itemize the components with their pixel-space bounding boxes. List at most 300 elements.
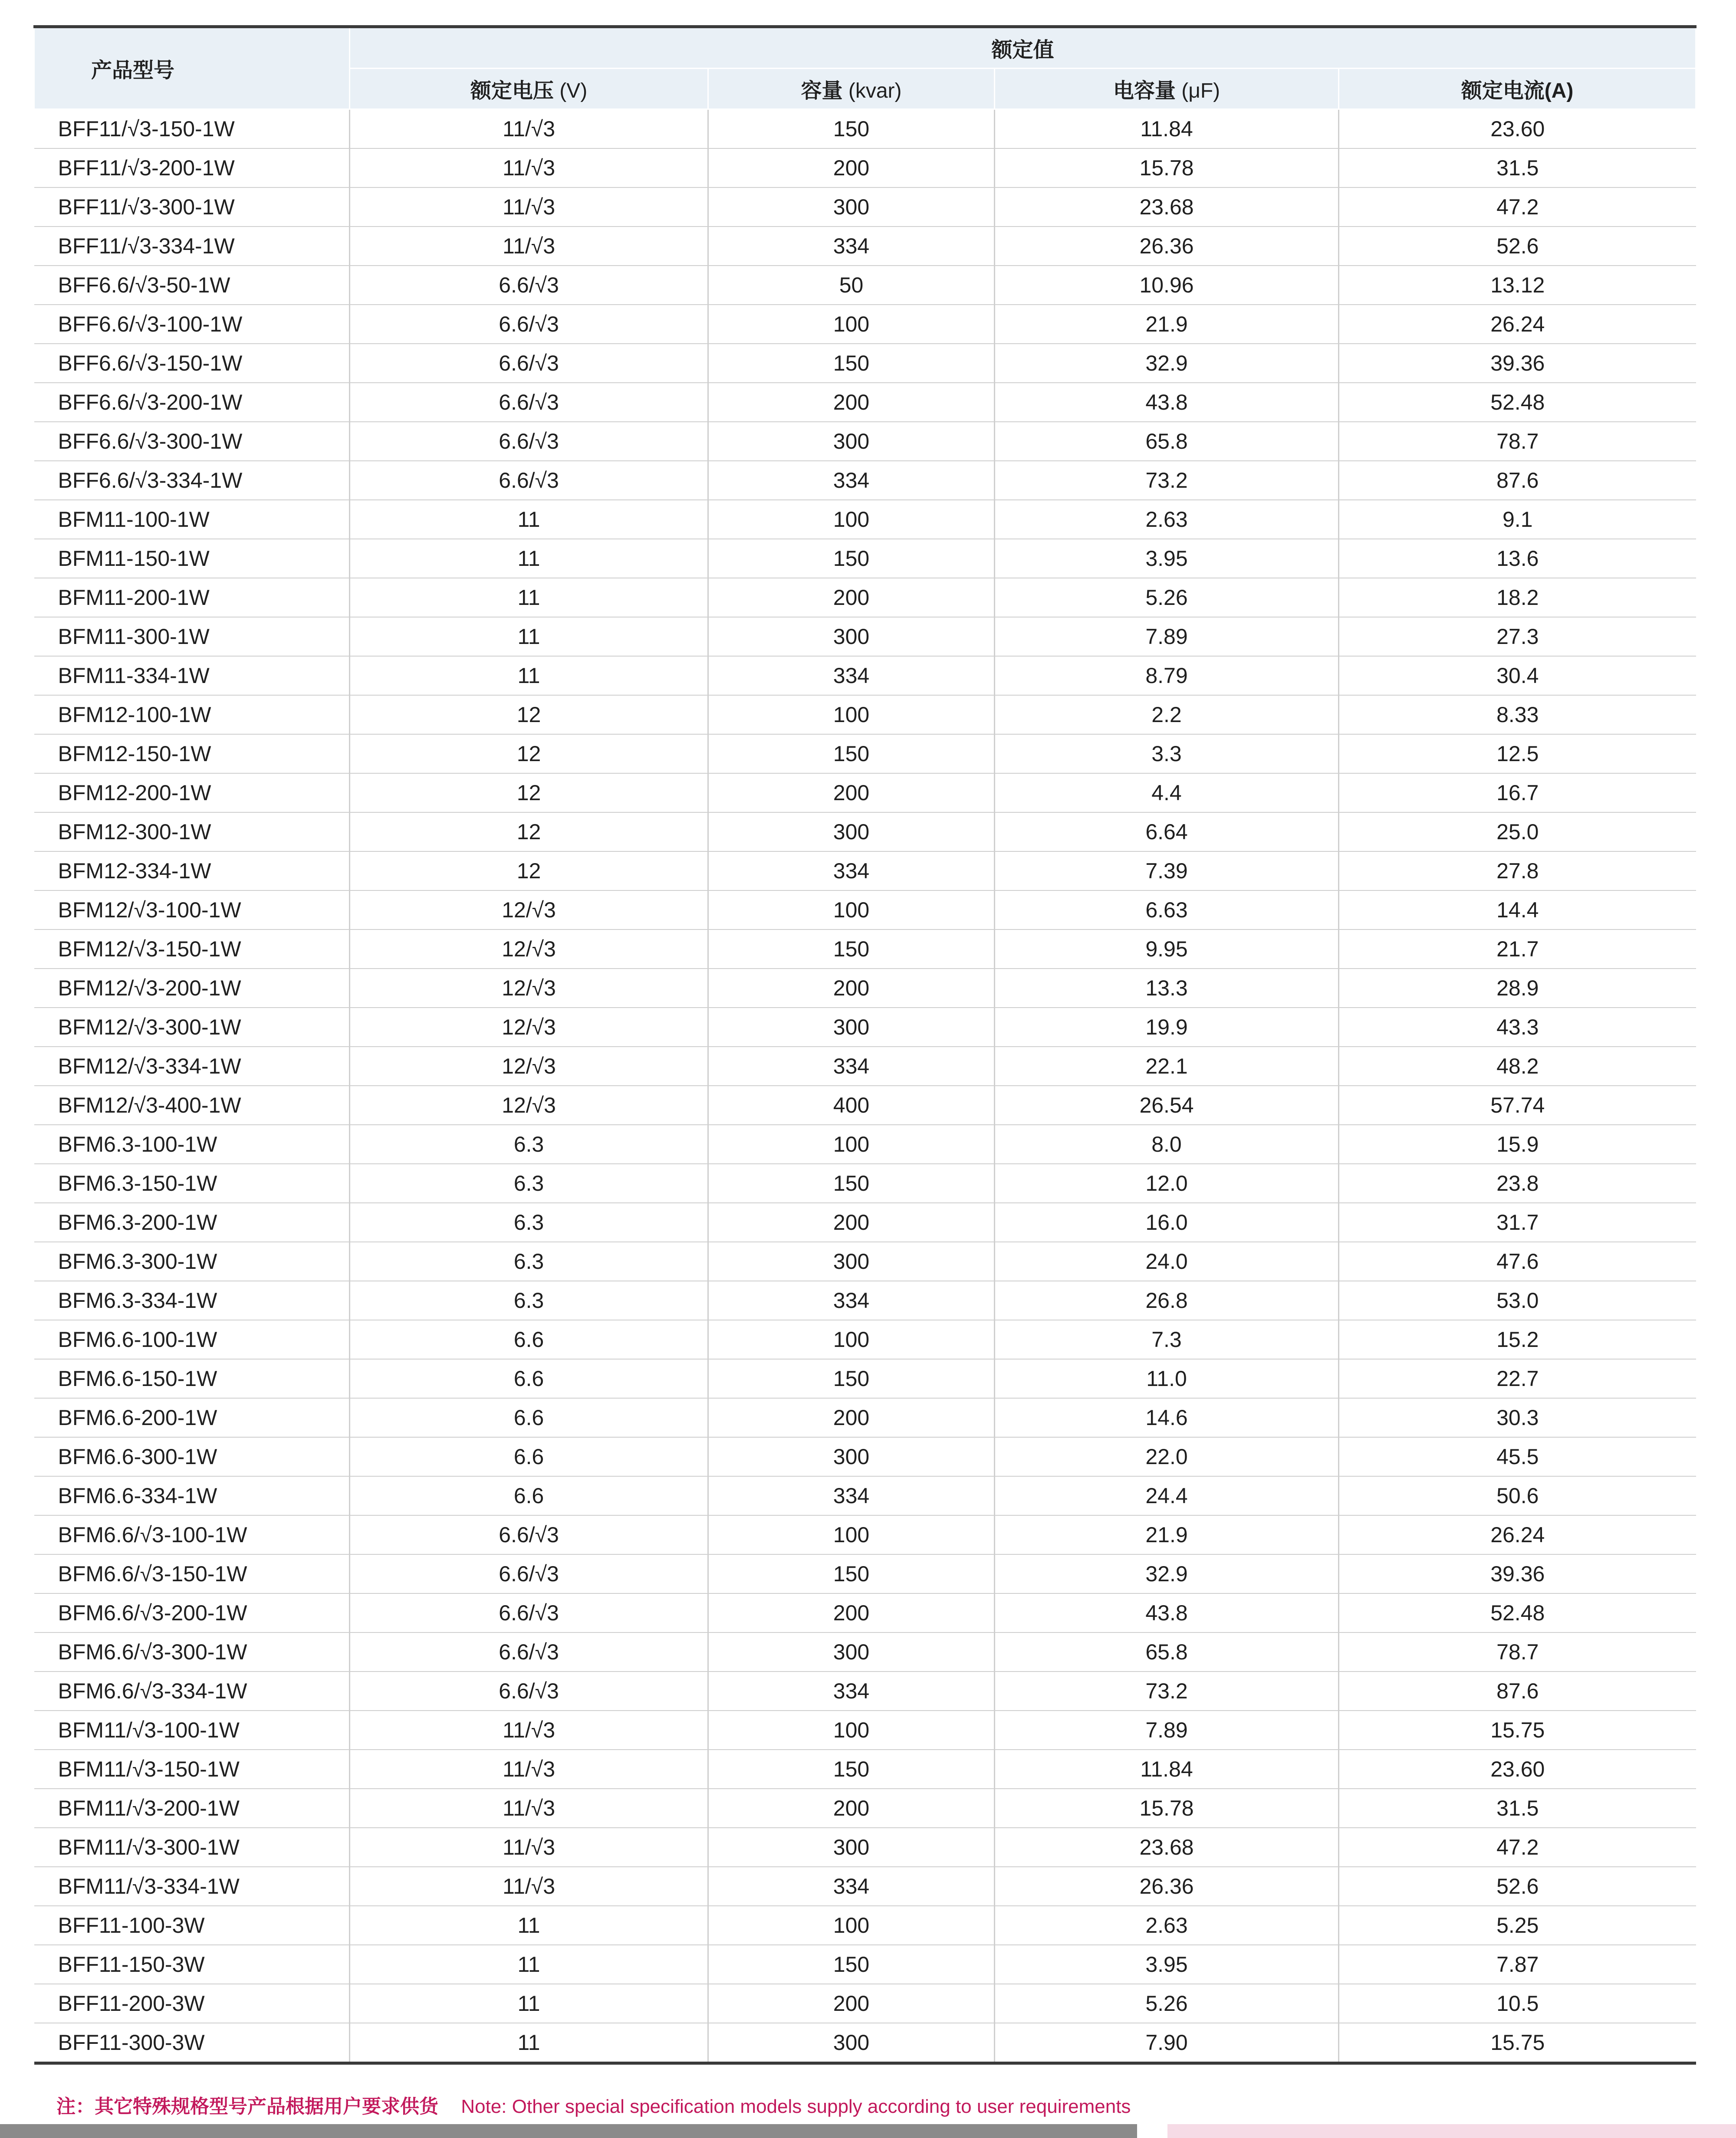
current-cell: 43.3: [1339, 1008, 1696, 1047]
table-row: [34, 578, 1696, 617]
table-row: [34, 1906, 1696, 1945]
capacity-cell: 300: [708, 1632, 995, 1672]
model-cell: BFM11-150-1W: [34, 539, 350, 578]
capacitance-cell: 23.68: [995, 187, 1339, 227]
capacity-cell: 300: [708, 2023, 995, 2063]
current-cell: 28.9: [1339, 969, 1696, 1008]
current-cell: 22.7: [1339, 1359, 1696, 1398]
capacity-cell: 300: [708, 1242, 995, 1281]
capacity-cell: 200: [708, 1789, 995, 1828]
capacity-cell: 200: [708, 969, 995, 1008]
table-row: [34, 1828, 1696, 1867]
current-cell: 31.7: [1339, 1203, 1696, 1242]
table-row: [34, 1632, 1696, 1672]
capacitance-cell: 7.89: [995, 1711, 1339, 1750]
current-cell: 57.74: [1339, 1086, 1696, 1125]
current-cell: 39.36: [1339, 344, 1696, 383]
table-row: [34, 1750, 1696, 1789]
voltage-cell: 11: [350, 617, 708, 656]
model-cell: BFM6.3-100-1W: [34, 1125, 350, 1164]
capacity-cell: 200: [708, 148, 995, 187]
capacity-cell: 300: [708, 617, 995, 656]
table-row: [34, 734, 1696, 773]
voltage-cell: 11: [350, 656, 708, 695]
capacitance-cell: 2.63: [995, 1906, 1339, 1945]
model-cell: BFM6.6/√3-200-1W: [34, 1593, 350, 1632]
capacitance-cell: 11.84: [995, 109, 1339, 149]
capacity-cell: 400: [708, 1086, 995, 1125]
table-row: [34, 1593, 1696, 1632]
table-row: [34, 969, 1696, 1008]
capacitance-cell: 6.64: [995, 812, 1339, 851]
model-cell: BFF11/√3-200-1W: [34, 148, 350, 187]
voltage-cell: 6.6/√3: [350, 1593, 708, 1632]
capacitance-cell: 13.3: [995, 969, 1339, 1008]
voltage-cell: 12/√3: [350, 890, 708, 929]
current-cell: 14.4: [1339, 890, 1696, 929]
model-cell: BFM6.3-200-1W: [34, 1203, 350, 1242]
voltage-cell: 12: [350, 812, 708, 851]
table-row: [34, 1711, 1696, 1750]
capacitance-cell: 19.9: [995, 1008, 1339, 1047]
table-row: [34, 227, 1696, 266]
table-row: [34, 1359, 1696, 1398]
capacity-cell: 300: [708, 422, 995, 461]
current-cell: 47.2: [1339, 1828, 1696, 1867]
capacitance-cell: 24.4: [995, 1476, 1339, 1515]
capacitance-cell: 43.8: [995, 383, 1339, 422]
model-cell: BFF6.6/√3-100-1W: [34, 305, 350, 344]
capacity-cell: 50: [708, 266, 995, 305]
current-cell: 27.3: [1339, 617, 1696, 656]
table-row: [34, 1320, 1696, 1359]
current-cell: 87.6: [1339, 461, 1696, 500]
capacitance-cell: 7.3: [995, 1320, 1339, 1359]
model-cell: BFF11/√3-300-1W: [34, 187, 350, 227]
voltage-cell: 12: [350, 851, 708, 890]
capacitance-cell: 2.2: [995, 695, 1339, 734]
model-cell: BFM11/√3-150-1W: [34, 1750, 350, 1789]
model-cell: BFM11/√3-200-1W: [34, 1789, 350, 1828]
current-cell: 21.7: [1339, 929, 1696, 969]
table-row: [34, 1125, 1696, 1164]
footnote-english: Note: Other special specification models supply according to user requirements: [461, 2096, 1131, 2117]
current-cell: 52.6: [1339, 227, 1696, 266]
model-cell: BFM6.6/√3-150-1W: [34, 1554, 350, 1593]
table-row: [34, 851, 1696, 890]
capacitance-cell: 65.8: [995, 1632, 1339, 1672]
capacitance-cell: 15.78: [995, 1789, 1339, 1828]
current-cell: 26.24: [1339, 1515, 1696, 1554]
current-cell: 7.87: [1339, 1945, 1696, 1984]
model-cell: BFM11/√3-334-1W: [34, 1867, 350, 1906]
capacitance-cell: 26.8: [995, 1281, 1339, 1320]
capacity-cell: 300: [708, 1828, 995, 1867]
table-row: [34, 1164, 1696, 1203]
table-row: [34, 929, 1696, 969]
footnote-chinese: 注：其它特殊规格型号产品根据用户要求供货: [56, 2096, 438, 2117]
capacitance-cell: 21.9: [995, 305, 1339, 344]
table-row: [34, 1554, 1696, 1593]
voltage-cell: 6.6/√3: [350, 1672, 708, 1711]
model-cell: BFM6.6-200-1W: [34, 1398, 350, 1437]
model-cell: BFF11-300-3W: [34, 2023, 350, 2063]
current-cell: 5.25: [1339, 1906, 1696, 1945]
capacitance-column-header: [995, 69, 1339, 109]
capacity-cell: 200: [708, 1203, 995, 1242]
capacitance-cell: 7.39: [995, 851, 1339, 890]
voltage-cell: 11/√3: [350, 109, 708, 149]
table-row: [34, 656, 1696, 695]
model-cell: BFM12-300-1W: [34, 812, 350, 851]
voltage-cell: 11: [350, 578, 708, 617]
voltage-cell: 11/√3: [350, 1750, 708, 1789]
capacitance-cell: 24.0: [995, 1242, 1339, 1281]
table-row: [34, 109, 1696, 149]
current-cell: 27.8: [1339, 851, 1696, 890]
current-cell: 52.6: [1339, 1867, 1696, 1906]
current-cell: 26.24: [1339, 305, 1696, 344]
table-row: [34, 1047, 1696, 1086]
model-cell: BFM11/√3-100-1W: [34, 1711, 350, 1750]
capacitance-cell: 7.90: [995, 2023, 1339, 2063]
voltage-cell: 6.6/√3: [350, 266, 708, 305]
capacity-cell: 100: [708, 1906, 995, 1945]
model-cell: BFM11-100-1W: [34, 500, 350, 539]
capacity-cell: 100: [708, 1125, 995, 1164]
model-cell: BFM6.6-100-1W: [34, 1320, 350, 1359]
model-cell: BFF11-200-3W: [34, 1984, 350, 2023]
model-cell: BFF6.6/√3-50-1W: [34, 266, 350, 305]
table-row: [34, 1984, 1696, 2023]
current-cell: 13.6: [1339, 539, 1696, 578]
voltage-cell: 11/√3: [350, 227, 708, 266]
capacity-cell: 150: [708, 734, 995, 773]
model-cell: BFF11/√3-334-1W: [34, 227, 350, 266]
model-cell: BFM6.6/√3-100-1W: [34, 1515, 350, 1554]
model-cell: BFM12-200-1W: [34, 773, 350, 812]
voltage-column-header: [350, 69, 708, 109]
rated-values-group-header: 额定值: [350, 27, 1696, 69]
voltage-cell: 6.6/√3: [350, 1515, 708, 1554]
capacity-cell: 334: [708, 1476, 995, 1515]
current-cell: 15.75: [1339, 2023, 1696, 2063]
model-column-header: 产品型号: [34, 27, 350, 109]
table-row: [34, 1008, 1696, 1047]
capacitance-cell: 3.95: [995, 539, 1339, 578]
table-row: [34, 890, 1696, 929]
voltage-cell: 6.6: [350, 1476, 708, 1515]
model-cell: BFM12-100-1W: [34, 695, 350, 734]
capacity-cell: 300: [708, 812, 995, 851]
current-cell: 31.5: [1339, 1789, 1696, 1828]
current-cell: 53.0: [1339, 1281, 1696, 1320]
current-cell: 48.2: [1339, 1047, 1696, 1086]
table-row: [34, 2023, 1696, 2063]
model-cell: BFF6.6/√3-200-1W: [34, 383, 350, 422]
table-row: [34, 1281, 1696, 1320]
model-cell: BFM12/√3-400-1W: [34, 1086, 350, 1125]
model-cell: BFM6.6-334-1W: [34, 1476, 350, 1515]
current-cell: 39.36: [1339, 1554, 1696, 1593]
voltage-cell: 6.6: [350, 1398, 708, 1437]
model-cell: BFF6.6/√3-150-1W: [34, 344, 350, 383]
table-row: [34, 1945, 1696, 1984]
capacity-header-unit: (kvar): [848, 79, 902, 102]
capacitance-cell: 5.26: [995, 1984, 1339, 2023]
voltage-cell: 12: [350, 734, 708, 773]
current-cell: 18.2: [1339, 578, 1696, 617]
table-row: [34, 1672, 1696, 1711]
voltage-cell: 11: [350, 1945, 708, 1984]
model-cell: BFM6.6/√3-334-1W: [34, 1672, 350, 1711]
capacity-cell: 150: [708, 344, 995, 383]
model-cell: BFM11-300-1W: [34, 617, 350, 656]
table-row: [34, 187, 1696, 227]
current-cell: 52.48: [1339, 383, 1696, 422]
capacitance-cell: 73.2: [995, 1672, 1339, 1711]
model-cell: BFM12/√3-200-1W: [34, 969, 350, 1008]
current-cell: 15.2: [1339, 1320, 1696, 1359]
table-row: [34, 812, 1696, 851]
current-cell: 23.60: [1339, 1750, 1696, 1789]
table-row: [34, 1398, 1696, 1437]
model-cell: BFF11-100-3W: [34, 1906, 350, 1945]
table-row: [34, 1476, 1696, 1515]
capacitance-cell: 26.54: [995, 1086, 1339, 1125]
table-header: [34, 27, 1696, 109]
voltage-cell: 11/√3: [350, 1789, 708, 1828]
current-cell: 31.5: [1339, 148, 1696, 187]
capacitance-cell: 9.95: [995, 929, 1339, 969]
capacitance-cell: 14.6: [995, 1398, 1339, 1437]
capacity-cell: 150: [708, 539, 995, 578]
capacitance-cell: 23.68: [995, 1828, 1339, 1867]
voltage-cell: 6.6: [350, 1359, 708, 1398]
voltage-cell: 6.6/√3: [350, 344, 708, 383]
capacitance-cell: 2.63: [995, 500, 1339, 539]
capacity-cell: 150: [708, 1554, 995, 1593]
current-cell: 15.9: [1339, 1125, 1696, 1164]
model-cell: BFF11-150-3W: [34, 1945, 350, 1984]
model-cell: BFM12-334-1W: [34, 851, 350, 890]
capacitance-cell: 21.9: [995, 1515, 1339, 1554]
current-cell: 10.5: [1339, 1984, 1696, 2023]
capacitance-cell: 15.78: [995, 148, 1339, 187]
capacity-cell: 100: [708, 1711, 995, 1750]
footer-bar-gray: [0, 2124, 1137, 2138]
current-cell: 50.6: [1339, 1476, 1696, 1515]
table-row: [34, 1203, 1696, 1242]
current-cell: 45.5: [1339, 1437, 1696, 1476]
model-cell: BFM11-334-1W: [34, 656, 350, 695]
capacity-cell: 334: [708, 227, 995, 266]
table-row: [34, 1867, 1696, 1906]
voltage-cell: 11: [350, 1906, 708, 1945]
capacitance-cell: 8.0: [995, 1125, 1339, 1164]
capacity-cell: 334: [708, 1281, 995, 1320]
voltage-header-label: 额定电压: [470, 79, 554, 102]
voltage-cell: 12/√3: [350, 969, 708, 1008]
voltage-cell: 6.6/√3: [350, 1632, 708, 1672]
capacitance-cell: 3.95: [995, 1945, 1339, 1984]
model-cell: BFM6.6-150-1W: [34, 1359, 350, 1398]
model-cell: BFM6.3-150-1W: [34, 1164, 350, 1203]
capacitance-cell: 32.9: [995, 1554, 1339, 1593]
capacitance-cell: 8.79: [995, 656, 1339, 695]
current-cell: 25.0: [1339, 812, 1696, 851]
capacitance-cell: 43.8: [995, 1593, 1339, 1632]
model-cell: BFM11-200-1W: [34, 578, 350, 617]
current-cell: 12.5: [1339, 734, 1696, 773]
capacity-cell: 200: [708, 1984, 995, 2023]
table-row: [34, 500, 1696, 539]
voltage-cell: 6.3: [350, 1281, 708, 1320]
capacity-cell: 300: [708, 187, 995, 227]
table-row: [34, 1789, 1696, 1828]
capacity-cell: 334: [708, 1672, 995, 1711]
table-row: [34, 461, 1696, 500]
table-row: [34, 422, 1696, 461]
capacity-cell: 334: [708, 656, 995, 695]
table-row: [34, 148, 1696, 187]
capacitance-cell: 32.9: [995, 344, 1339, 383]
model-cell: BFM12/√3-334-1W: [34, 1047, 350, 1086]
capacity-cell: 150: [708, 109, 995, 149]
capacity-header-label: 容量: [801, 79, 843, 102]
voltage-cell: 6.3: [350, 1164, 708, 1203]
voltage-cell: 12: [350, 695, 708, 734]
voltage-cell: 11/√3: [350, 148, 708, 187]
capacity-cell: 150: [708, 929, 995, 969]
voltage-cell: 6.6/√3: [350, 1554, 708, 1593]
capacity-cell: 100: [708, 890, 995, 929]
voltage-cell: 6.6/√3: [350, 461, 708, 500]
current-cell: 78.7: [1339, 1632, 1696, 1672]
table-row: [34, 344, 1696, 383]
model-cell: BFM6.3-300-1W: [34, 1242, 350, 1281]
current-cell: 87.6: [1339, 1672, 1696, 1711]
capacity-cell: 334: [708, 461, 995, 500]
capacity-cell: 200: [708, 773, 995, 812]
capacity-cell: 334: [708, 851, 995, 890]
table-row: [34, 539, 1696, 578]
capacity-cell: 100: [708, 305, 995, 344]
capacity-cell: 100: [708, 695, 995, 734]
current-cell: 16.7: [1339, 773, 1696, 812]
footer-bar-pink: [1167, 2124, 1736, 2138]
capacitance-cell: 22.0: [995, 1437, 1339, 1476]
current-cell: 30.3: [1339, 1398, 1696, 1437]
model-cell: BFM6.3-334-1W: [34, 1281, 350, 1320]
capacity-cell: 150: [708, 1164, 995, 1203]
voltage-cell: 6.6/√3: [350, 305, 708, 344]
voltage-cell: 11/√3: [350, 1828, 708, 1867]
table-row: [34, 1437, 1696, 1476]
model-cell: BFM12/√3-100-1W: [34, 890, 350, 929]
current-cell: 13.12: [1339, 266, 1696, 305]
model-cell: BFM12-150-1W: [34, 734, 350, 773]
current-cell: 47.2: [1339, 187, 1696, 227]
capacity-cell: 334: [708, 1047, 995, 1086]
capacity-cell: 200: [708, 1593, 995, 1632]
table-body: [34, 109, 1696, 2063]
capacitance-header-label: 电容量: [1113, 79, 1176, 102]
voltage-cell: 12/√3: [350, 929, 708, 969]
model-cell: BFF6.6/√3-334-1W: [34, 461, 350, 500]
voltage-cell: 12/√3: [350, 1008, 708, 1047]
model-cell: BFF6.6/√3-300-1W: [34, 422, 350, 461]
voltage-cell: 11/√3: [350, 1711, 708, 1750]
current-cell: 23.60: [1339, 109, 1696, 149]
voltage-cell: 6.6: [350, 1320, 708, 1359]
table-row: [34, 617, 1696, 656]
capacitance-cell: 3.3: [995, 734, 1339, 773]
model-cell: BFM6.6-300-1W: [34, 1437, 350, 1476]
capacity-cell: 150: [708, 1945, 995, 1984]
voltage-cell: 11/√3: [350, 1867, 708, 1906]
capacity-column-header: [708, 69, 995, 109]
current-cell: 47.6: [1339, 1242, 1696, 1281]
capacity-cell: 100: [708, 500, 995, 539]
voltage-cell: 11/√3: [350, 187, 708, 227]
capacitance-cell: 10.96: [995, 266, 1339, 305]
table-row: [34, 695, 1696, 734]
capacitance-cell: 65.8: [995, 422, 1339, 461]
table-row: [34, 773, 1696, 812]
capacity-cell: 100: [708, 1515, 995, 1554]
capacitance-cell: 73.2: [995, 461, 1339, 500]
voltage-cell: 12/√3: [350, 1047, 708, 1086]
capacity-cell: 200: [708, 383, 995, 422]
current-cell: 8.33: [1339, 695, 1696, 734]
voltage-cell: 6.6/√3: [350, 383, 708, 422]
capacitance-cell: 11.84: [995, 1750, 1339, 1789]
capacitance-cell: 5.26: [995, 578, 1339, 617]
model-cell: BFM12/√3-150-1W: [34, 929, 350, 969]
current-column-header: 额定电流(A): [1339, 69, 1696, 109]
current-cell: 52.48: [1339, 1593, 1696, 1632]
current-cell: 30.4: [1339, 656, 1696, 695]
model-cell: BFM12/√3-300-1W: [34, 1008, 350, 1047]
voltage-header-unit: (V): [559, 79, 588, 102]
table-row: [34, 1086, 1696, 1125]
spec-table: [33, 25, 1697, 2065]
capacitance-cell: 4.4: [995, 773, 1339, 812]
table-row: [34, 266, 1696, 305]
current-cell: 23.8: [1339, 1164, 1696, 1203]
current-cell: 15.75: [1339, 1711, 1696, 1750]
table-row: [34, 1242, 1696, 1281]
capacitance-cell: 26.36: [995, 227, 1339, 266]
voltage-cell: 12/√3: [350, 1086, 708, 1125]
voltage-cell: 6.3: [350, 1125, 708, 1164]
capacity-cell: 300: [708, 1008, 995, 1047]
capacitance-cell: 6.63: [995, 890, 1339, 929]
voltage-cell: 6.3: [350, 1242, 708, 1281]
capacitance-cell: 22.1: [995, 1047, 1339, 1086]
model-cell: BFF11/√3-150-1W: [34, 109, 350, 149]
capacitance-cell: 16.0: [995, 1203, 1339, 1242]
voltage-cell: 11: [350, 500, 708, 539]
capacity-cell: 200: [708, 578, 995, 617]
voltage-cell: 12: [350, 773, 708, 812]
table-row: [34, 1515, 1696, 1554]
capacitance-cell: 7.89: [995, 617, 1339, 656]
voltage-cell: 6.6/√3: [350, 422, 708, 461]
capacity-cell: 150: [708, 1359, 995, 1398]
voltage-cell: 11: [350, 1984, 708, 2023]
